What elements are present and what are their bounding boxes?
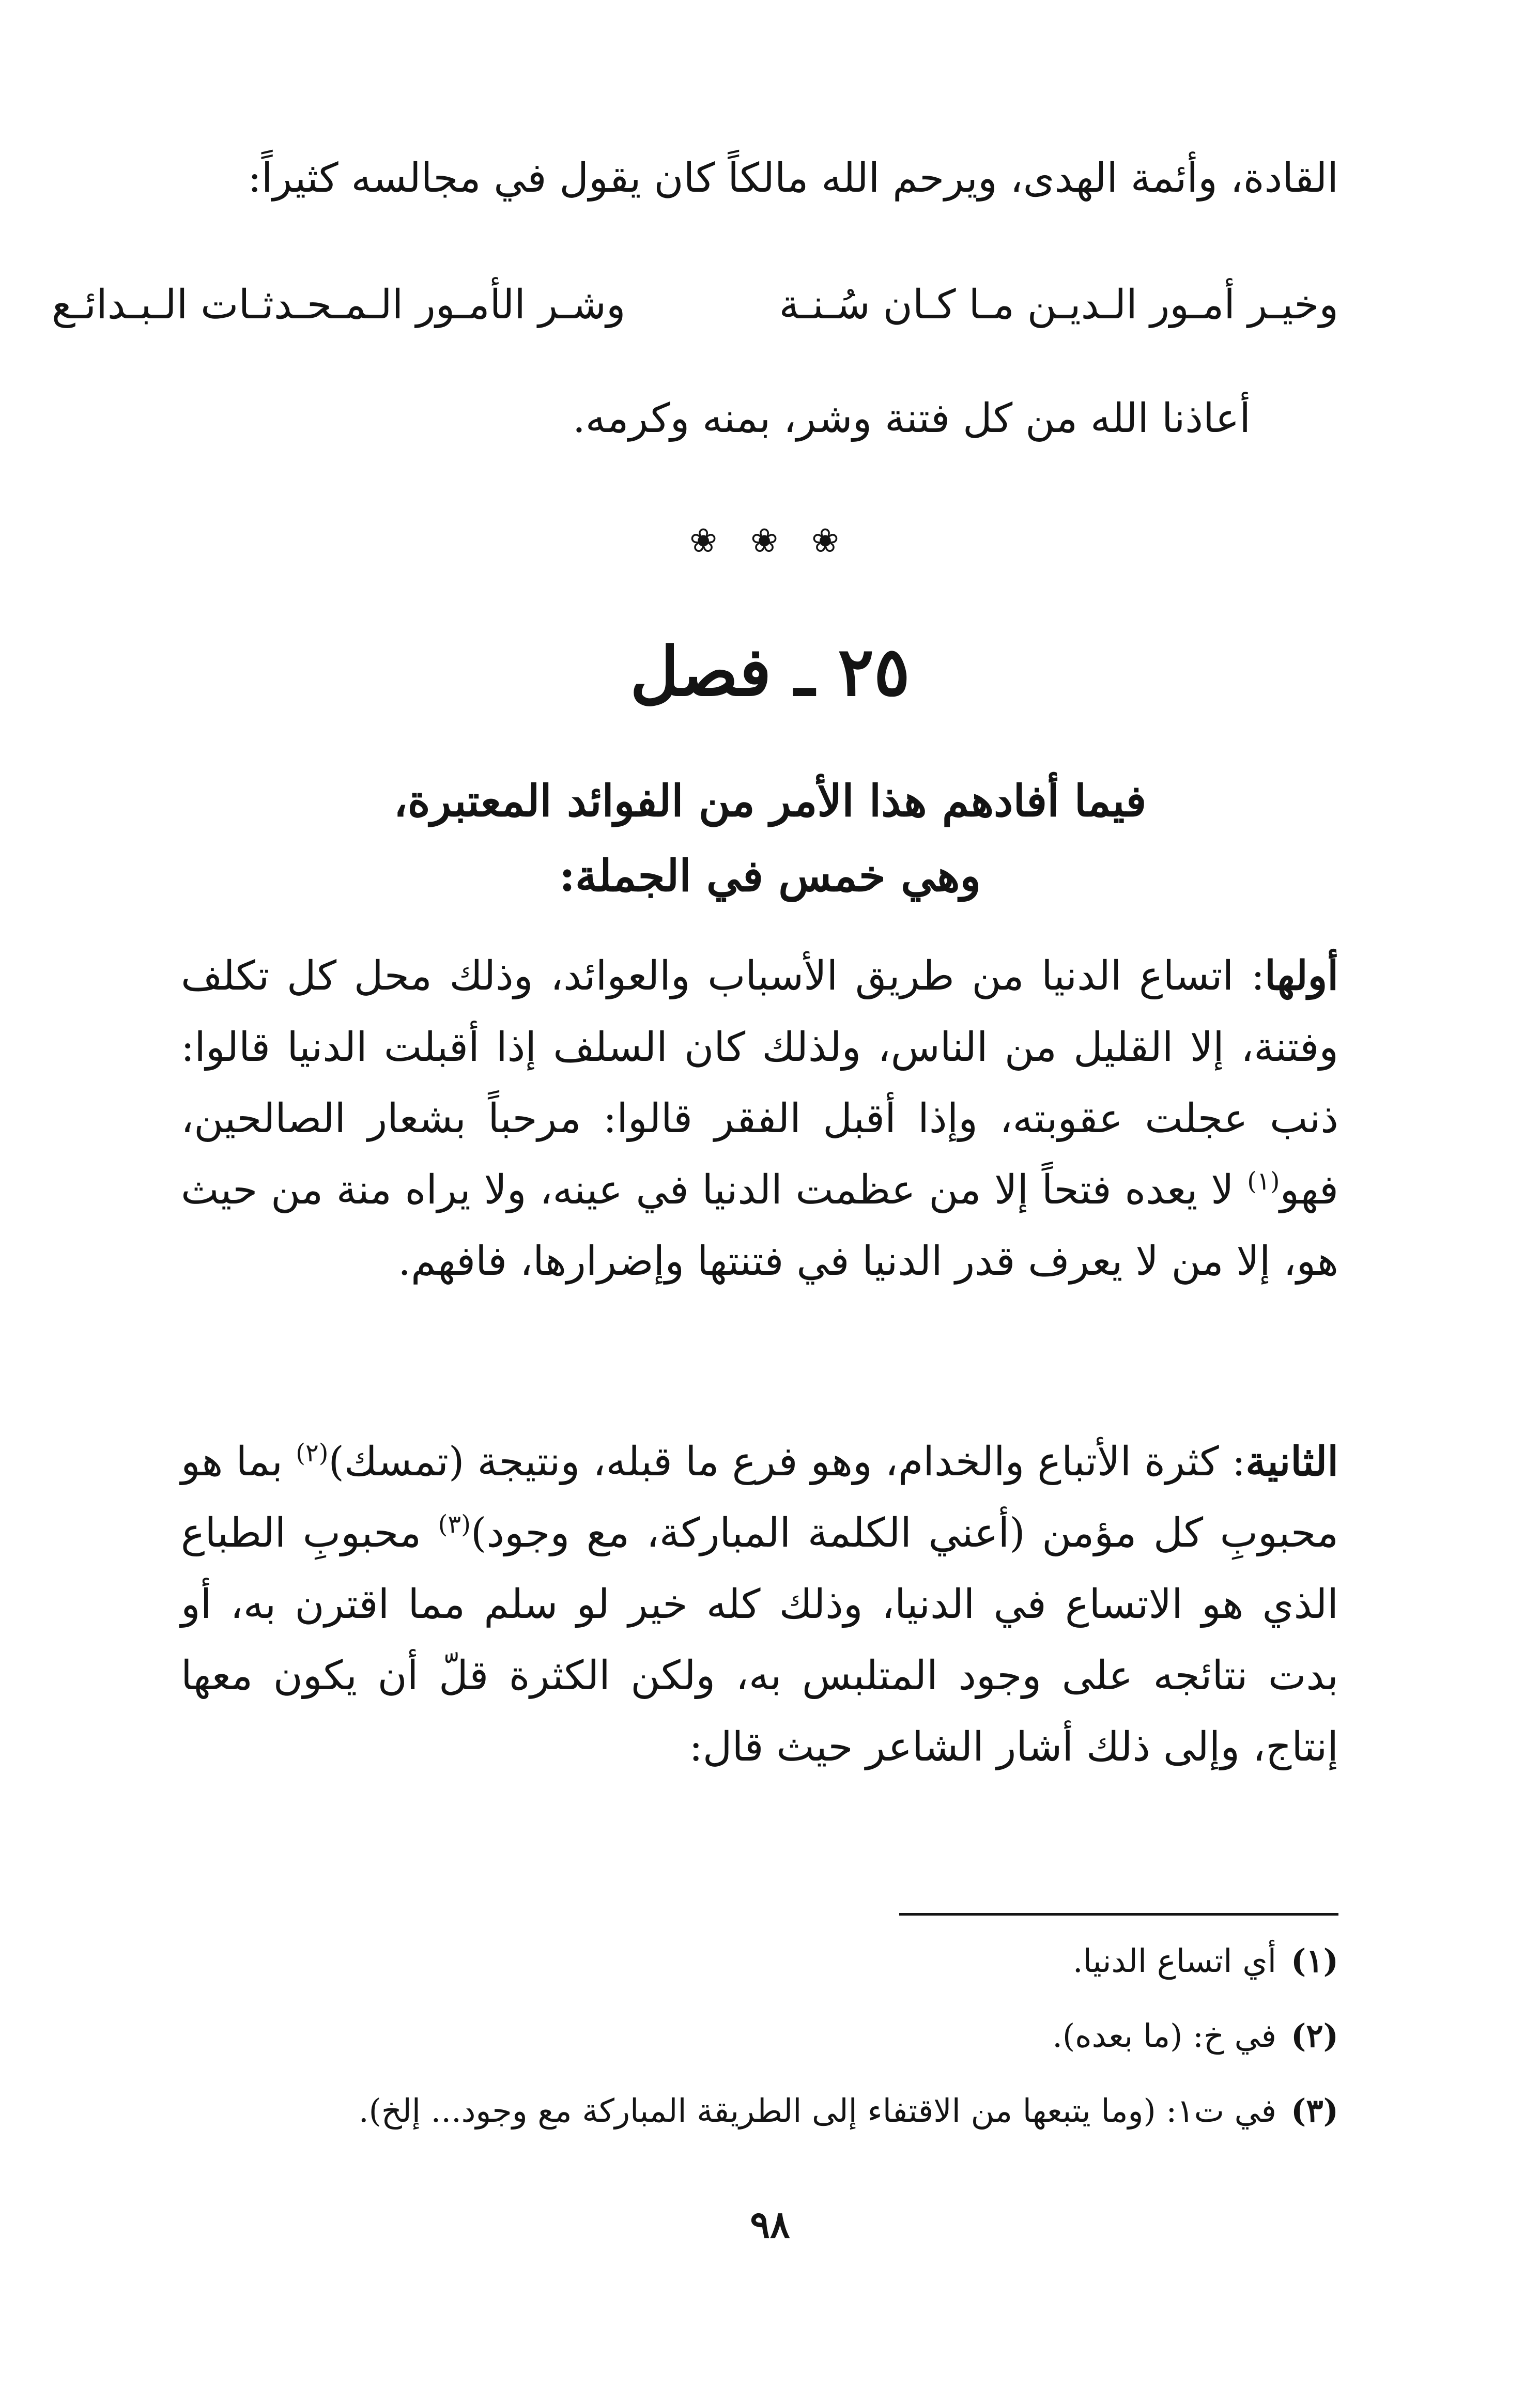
chapter-subtitle-line-1: فيما أفادهم هذا الأمر من الفوائد المعتبرة، [393,775,1147,826]
paragraph-first-benefit [181,940,1338,1297]
footnote-ref: (١) [1247,1167,1280,1196]
paragraph-term: أولها [1265,952,1338,999]
footnote-ref: (٣) [438,1510,471,1539]
footnote [1073,1938,1338,1984]
footnote [1052,2013,1338,2059]
page-number: ٩٨ [750,2202,790,2246]
paragraph-text: محبوبِ الطباع الذي هو الاتساع في الدنيا، وذلك كله خير لو سلم مما اقترن به، أو بدت نتائجه على وجود المتلبس به، ولكن الكثرة قلّ أن يكون معها إنتاج، وإلى ذلك أشار الشاعر حيث قال: [181,1510,1338,1770]
footnote-number: (١) [1291,1942,1338,1980]
verse-first-hemistich: وخيـر أمـور الـديـن مـا كـان سُـنـة [779,282,1338,328]
paragraph-term: الثانية [1245,1438,1338,1485]
footnote-text: أي اتساع الدنيا. [1072,1942,1276,1980]
footnote-text: في خ: (ما بعده). [1052,2017,1276,2055]
footnote [359,2088,1338,2134]
text-line: القادة، وأئمة الهدى، ويرحم الله مالكاً كان يقول في مجالسه كثيراً: [248,155,1338,202]
verse-second-hemistich: وشـر الأمـور الـمـحـدثـات الـبـدائـع [52,282,626,328]
paragraph-text: بما هو محبوبِ كل مؤمن (أعني الكلمة المباركة، مع وجود) [181,1439,1338,1556]
paragraph-second-benefit [181,1426,1338,1783]
paragraph-text: : اتساع الدنيا من طريق الأسباب والعوائد، وذلك محل كل تكلف وفتنة، إلا القليل من الناس، ولذلك كان السلف إذا أقبلت الدنيا قالوا: ذنب عجلت عقوبته، وإذا أقبل الفقر قالوا: مرحباً بشعار الصالحين، فهو [181,953,1338,1213]
footnote-number: (٢) [1291,2017,1338,2055]
paragraph-text: لا يعده فتحاً إلا من عظمت الدنيا في عينه، ولا يراه منة من حيث هو، إلا من لا يعرف قدر الدنيا في فتنتها وإضرارها، فافهم. [181,1167,1338,1285]
paragraph-text: : كثرة الأتباع والخدام، وهو فرع ما قبله، ونتيجة (تمسك) [328,1439,1246,1485]
closing-prayer: أعاذنا الله من كل فتنة وشر، بمنه وكرمه. [573,395,1251,442]
chapter-subtitle-line-2: وهي خمس في الجملة: [559,850,981,901]
footnote-divider [899,1913,1338,1916]
footnote-number: (٣) [1291,2092,1338,2130]
footnote-ref: (٢) [296,1439,329,1468]
footnote-text: في ت١: (وما يتبعها من الاقتفاء إلى الطريقة المباركة مع وجود... إلخ). [358,2092,1276,2130]
section-separator: ❀ ❀ ❀ [689,522,851,560]
chapter-heading: ٢٥ ـ فصل [630,632,910,711]
